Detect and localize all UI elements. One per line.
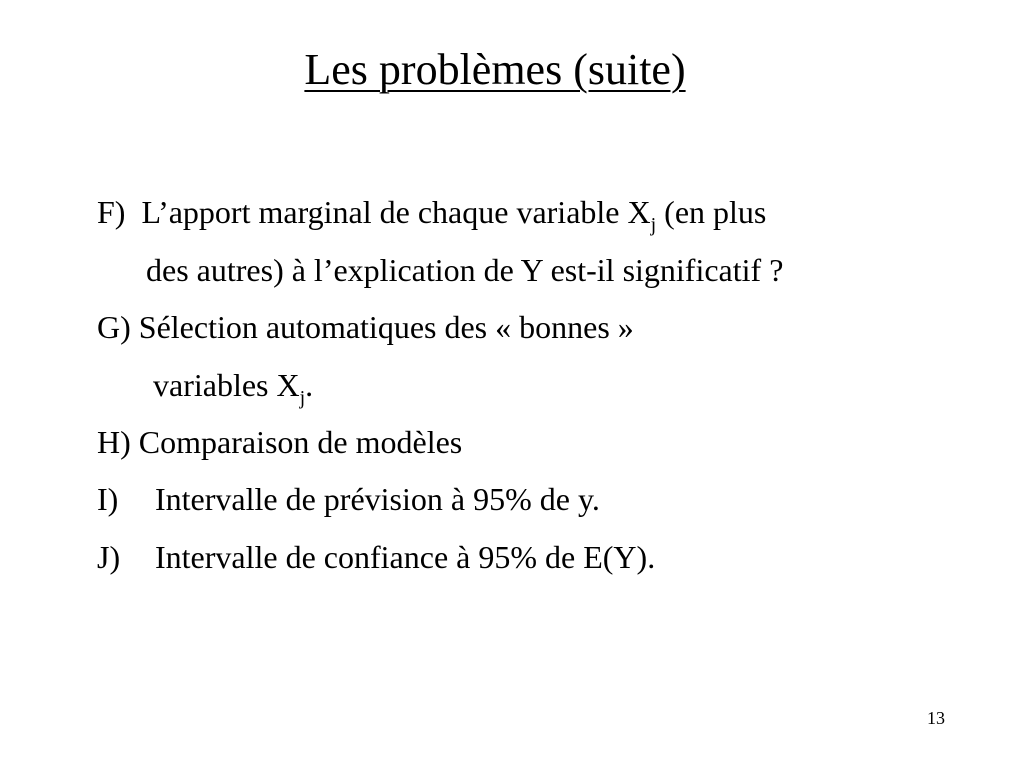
item-h-text: Comparaison de modèles [138, 424, 463, 460]
item-h [97, 422, 462, 462]
item-f-subscript: j [650, 214, 657, 236]
slide-title-text: Les problèmes (suite) [304, 45, 686, 94]
item-h-marker: H) [97, 424, 131, 460]
slide-title [0, 40, 990, 100]
page-number: 13 [927, 708, 945, 728]
item-f-text-1: L’apport marginal de chaque variable X [141, 194, 651, 230]
item-g-text-2: variables X [153, 367, 300, 403]
item-i-text: Intervalle de prévision à 95% de y. [155, 481, 600, 517]
item-f-marker: F) [97, 194, 126, 230]
item-f-line-2: des autres) à l’explication de Y est-il significatif ? [146, 252, 784, 288]
item-g-line-1 [97, 307, 634, 347]
item-g-text-1: Sélection automatiques des « bonnes » [138, 309, 634, 345]
item-g-text-2-end: . [305, 367, 314, 403]
item-f-line-1 [97, 192, 767, 236]
item-j [97, 537, 655, 577]
item-f-text-1-end: (en plus [656, 194, 767, 230]
item-i [97, 479, 600, 519]
item-j-text: Intervalle de confiance à 95% de E(Y). [155, 539, 656, 575]
item-g-line-2 [153, 365, 314, 409]
item-g-subscript: j [299, 387, 306, 409]
item-i-marker: I) [97, 481, 119, 517]
item-j-marker: J) [97, 539, 121, 575]
item-g-marker: G) [97, 309, 131, 345]
